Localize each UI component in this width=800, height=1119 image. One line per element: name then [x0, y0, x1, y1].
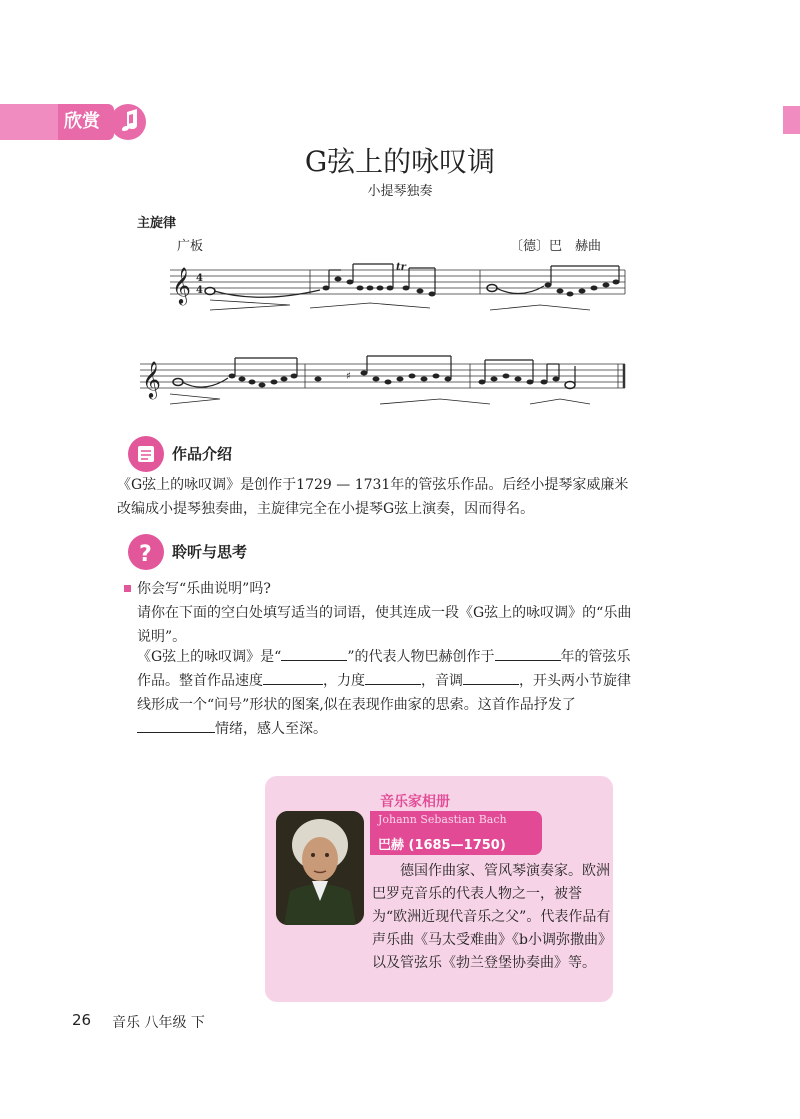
question-mark-icon [128, 534, 164, 570]
english-name: Johann Sebastian Bach [378, 813, 507, 826]
fill-text: ，开头两小节旋律线形成一个“问号”形状的图案,似在表现作曲家的思索。这首作品抒发了 [137, 673, 631, 713]
svg-text:?: ? [139, 542, 152, 567]
blank-field[interactable] [281, 646, 347, 661]
music-note-icon [108, 100, 148, 144]
fill-text: 情绪，感人至深。 [215, 721, 327, 737]
music-staff-1 [170, 258, 630, 320]
book-icon [128, 436, 164, 472]
fill-paragraph [137, 645, 632, 741]
fill-text: ，音调 [421, 673, 463, 689]
blank-field[interactable] [463, 670, 519, 685]
listen-heading: 聆听与思考 [172, 543, 248, 561]
page-number: 26 [72, 1011, 92, 1029]
music-staff-2 [140, 352, 630, 414]
page-edge-tab [783, 106, 800, 134]
tempo-marking: 广板 [177, 239, 204, 254]
fill-text: ”的代表人物巴赫创作于 [347, 649, 495, 665]
section-tab-label: 欣赏 [58, 104, 114, 140]
fill-text: 年的管弦乐作品。整首作品速度 [137, 649, 631, 689]
musician-bio: 德国作曲家、管风琴演奏家。欧洲巴罗克音乐的代表人物之一，被誉为“欧洲近现代音乐之父”。代表作品有声乐曲《马太受难曲》《b小调弥撒曲》以及管弦乐《勃兰登堡协奏曲》等。 [372, 863, 612, 971]
treble-clef-icon: 𝄞 [142, 360, 161, 398]
trill-marking: tr [396, 262, 406, 273]
page-subtitle: 小提琴独奏 [367, 184, 433, 199]
blank-field[interactable] [365, 670, 421, 685]
fill-text: 《G弦上的咏叹调》是“ [137, 649, 282, 665]
musician-name: 巴赫 (1685—1750) [378, 838, 506, 853]
blank-field[interactable] [137, 718, 215, 733]
book-title: 音乐 八年级 下 [112, 1015, 205, 1031]
listen-instruction: 请你在下面的空白处填写适当的词语，使其连成一段《G弦上的咏叹调》的“乐曲说明”。 [137, 605, 632, 645]
fill-text: ，力度 [323, 673, 365, 689]
listen-question: 你会写“乐曲说明”吗? [137, 581, 271, 597]
svg-text:♯: ♯ [346, 371, 351, 382]
melody-label: 主旋律 [137, 216, 177, 231]
intro-text: 《G弦上的咏叹调》是创作于1729 — 1731年的管弦乐作品。后经小提琴家威廉米改编成小提琴独奏曲，主旋律完全在小提琴G弦上演奏，因而得名。 [117, 477, 629, 517]
treble-clef-icon: 𝄞 [172, 266, 191, 304]
blank-field[interactable] [495, 646, 561, 661]
time-signature-top: 4 [196, 273, 203, 284]
bach-portrait [276, 811, 364, 925]
composer-credit: 〔德〕巴 赫曲 [510, 239, 602, 254]
intro-heading: 作品介绍 [172, 445, 233, 463]
bullet-icon [124, 585, 132, 593]
blank-field[interactable] [263, 670, 323, 685]
time-signature-bottom: 4 [196, 285, 203, 296]
page-title: G弦上的咏叹调 [304, 145, 496, 178]
card-heading: 音乐家相册 [380, 794, 450, 810]
